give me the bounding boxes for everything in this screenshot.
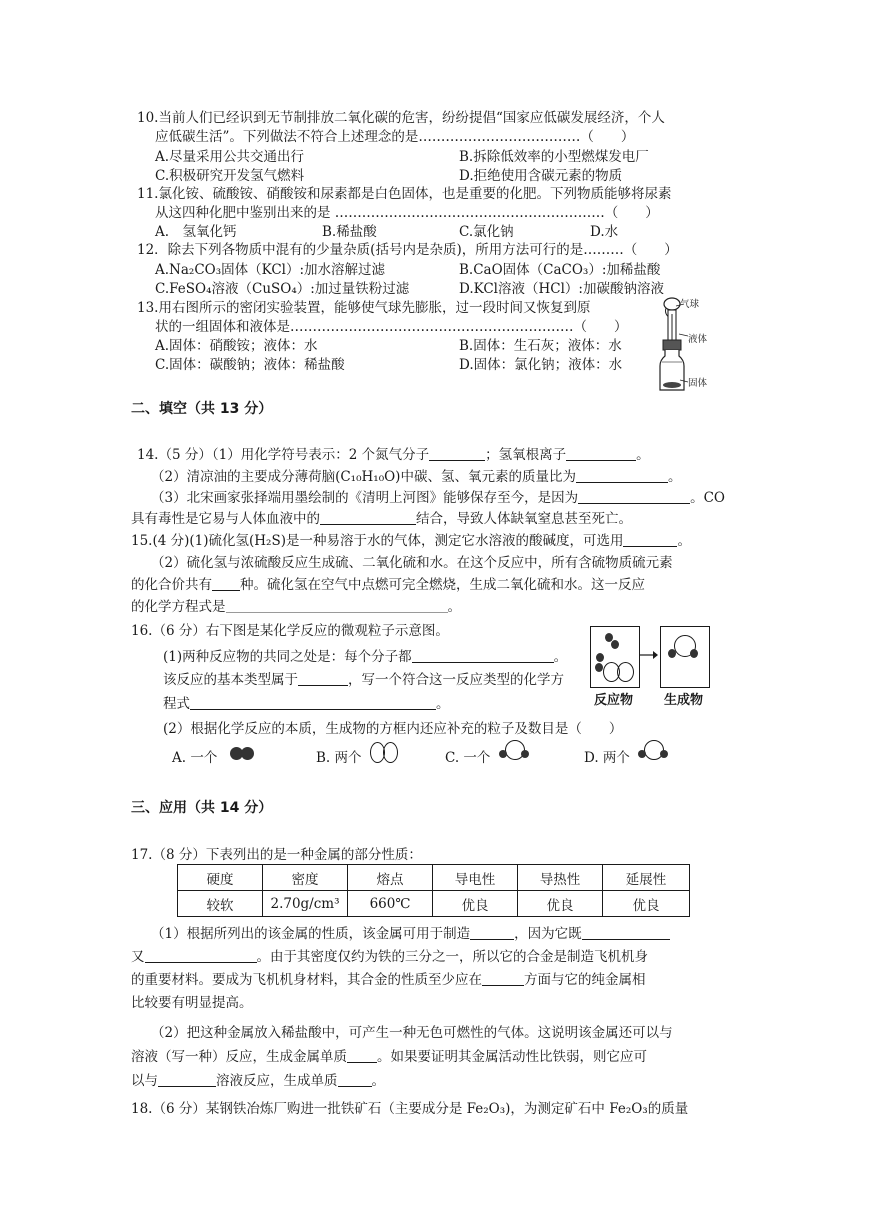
filled-atom-icon	[596, 653, 604, 662]
q10-option-c: C.积极研究开发氢气燃料	[155, 168, 305, 184]
q12-option-c: C.FeSO₄溶液（CuSO₄）:加过量铁粉过滤	[155, 281, 410, 297]
answer-blank[interactable]	[226, 598, 448, 613]
q11-option-c: C.氯化钠	[459, 224, 514, 240]
q16-stem: 16.（6 分）右下图是某化学反应的微观粒子示意图。	[131, 623, 449, 639]
q17-p1-text2: ，因为它既	[514, 926, 582, 942]
answer-blank[interactable]	[429, 446, 485, 461]
table-header-row	[178, 865, 690, 891]
liquid-label: 液体	[688, 334, 708, 345]
q15-l4-end: 。	[447, 599, 461, 615]
answer-blank[interactable]	[578, 489, 690, 504]
q13-stem-line2: 状的一组固体和液体是………………………………………………………（ ）	[155, 319, 628, 335]
answer-blank[interactable]	[212, 576, 240, 591]
q17-p3-text2: 方面与它的纯金属相	[524, 972, 646, 988]
q14-l3-text: （3）北宋画家张择端用墨绘制的《清明上河图》能够保存至今，是因为	[151, 490, 579, 506]
reactant-label: 反应物	[594, 693, 634, 708]
q17-p6	[131, 1045, 647, 1065]
q14-line4	[131, 507, 632, 527]
q14-l4-text: 具有毒性是它易与人体血液中的	[131, 511, 320, 527]
q12-option-b: B.CaO固体（CaCO₃）:加稀盐酸	[459, 262, 661, 278]
reaction-arrow-icon	[639, 650, 659, 660]
q15-line1	[131, 529, 691, 549]
q16-option-c-label: C. 一个	[445, 750, 491, 766]
q12-option-d: D.KCl溶液（HCl）:加碳酸钠溶液	[459, 281, 664, 297]
q14-l4-end: 结合，导致人体缺氧窒息甚至死亡。	[416, 511, 632, 527]
molecule-two-rings-icon	[370, 742, 400, 764]
section-2-heading: 二、填空（共 13 分）	[131, 401, 273, 417]
q12-stem: 12．除去下列各物质中混有的少量杂质(括号内是杂质)，所用方法可行的是………（ ）	[137, 242, 678, 258]
q16-line3	[163, 668, 564, 688]
table-cell: 优良	[433, 891, 518, 917]
table-header-cell: 熔点	[348, 865, 433, 891]
q17-p7-text: 以与	[131, 1073, 158, 1089]
balloon-label: 气球	[680, 299, 700, 310]
table-header-cell: 密度	[263, 865, 348, 891]
q17-p2-text: 又	[131, 949, 145, 965]
table-cell: 较软	[178, 891, 263, 917]
q13-option-c: C.固体：碳酸钠；液体：稀盐酸	[155, 357, 345, 373]
q15-l1-text: 15.(4 分)(1)硫化氢(H₂S)是一种易溶于水的气体，测定它水溶液的酸碱度，可选用	[131, 533, 624, 549]
q16-option-a	[172, 746, 217, 766]
q17-p1	[151, 922, 670, 942]
q10-option-a: A.尽量采用公共交通出行	[155, 149, 305, 165]
q13-stem-line1: 13.用右图所示的密闭实验装置，能够使气球先膨胀，过一段时间又恢复到原	[137, 300, 591, 316]
q10-stem-line1: 10.当前人们已经识到无节制排放二氧化碳的危害，纷纷提倡“国家应低碳发展经济，个人	[137, 110, 665, 126]
q16-option-a-label: A. 一个	[172, 750, 218, 766]
q15-line2: （2）硫化氢与浓硫酸反应生成硫、二氧化硫和水。在这个反应中，所有含硫物质硫元素	[151, 555, 673, 571]
q15-l3-text: 的化合价共有	[131, 577, 212, 593]
molecule-dot-ring-dot-icon	[636, 740, 672, 764]
q17-p3	[131, 968, 646, 988]
filled-atom-icon	[595, 663, 603, 672]
q11-option-b: B.稀盐酸	[322, 224, 377, 240]
table-cell: 2.70g/cm³	[263, 891, 348, 917]
answer-blank[interactable]	[482, 971, 524, 986]
ring-atom-icon	[383, 742, 398, 763]
section-3-heading: 三、应用（共 14 分）	[131, 800, 273, 816]
answer-blank[interactable]	[470, 925, 514, 940]
q17-p4: 比较要有明显提高。	[131, 995, 253, 1011]
filled-atom-icon	[660, 750, 668, 758]
answer-blank[interactable]	[338, 1072, 372, 1087]
product-label: 生成物	[664, 693, 704, 708]
q12-option-a: A.Na₂CO₃固体（KCl）:加水溶解过滤	[155, 262, 386, 278]
q10-option-d: D.拒绝使用含碳元素的物质	[459, 168, 623, 184]
q17-p6-text: 溶液（写一种）反应，生成金属单质	[131, 1049, 347, 1065]
solid-label: 固体	[688, 378, 708, 389]
q11-stem-line2: 从这四种化肥中鉴别出来的是 ……………………………………………………（ ）	[155, 205, 659, 221]
flask-apparatus-figure	[650, 294, 710, 392]
q14-l1-text: 14.（5 分）（1）用化学符号表示：2 个氮气分子	[137, 447, 430, 463]
q15-l3-text2: 种。硫化氢在空气中点燃可完全燃烧，生成二氧化硫和水。这一反应	[240, 577, 645, 593]
q14-l2-end: 。	[667, 469, 682, 485]
q13-option-b: B.固体：生石灰；液体：水	[459, 338, 622, 354]
answer-blank[interactable]	[576, 468, 668, 483]
q16-option-c	[445, 746, 490, 766]
q14-l1-end: 。	[636, 447, 650, 463]
q18-stem: 18.（6 分）某钢铁冶炼厂购进一批铁矿石（主要成分是 Fe₂O₃)，为测定矿石中 Fe₂O₃的质量	[131, 1101, 689, 1117]
q17-p1-text: （1）根据所列出的该金属的性质，该金属可用于制造	[151, 926, 471, 942]
filled-atom-icon	[241, 747, 254, 760]
q16-option-b	[316, 746, 362, 766]
q16-option-d	[584, 746, 630, 766]
answer-blank[interactable]	[412, 648, 554, 663]
filled-atom-icon	[690, 649, 698, 658]
table-header-cell: 导电性	[433, 865, 518, 891]
q16-option-d-label: D. 两个	[584, 750, 630, 766]
q15-l1-end: 。	[677, 533, 691, 549]
q17-p7-text2: 溶液反应，生成单质	[216, 1073, 338, 1089]
answer-blank[interactable]	[582, 925, 670, 940]
answer-blank[interactable]	[623, 532, 677, 547]
q11-option-d: D.水	[590, 224, 619, 240]
q16-l2-end: 。	[553, 649, 568, 665]
molecule-dot-ring-dot-icon	[497, 740, 533, 764]
q17-p3-text: 的重要材料。要成为飞机机身材料，其合金的性质至少应在	[131, 972, 482, 988]
q14-line3	[151, 486, 725, 506]
q14-l2-text: （2）清凉油的主要成分薄荷脑(C₁₀H₁₀O)中碳、氢、氧元素的质量比为	[151, 469, 576, 485]
q16-l3-text: 该反应的基本类型属于	[163, 672, 298, 688]
filled-atom-icon	[611, 640, 619, 649]
molecule-two-filled-icon	[230, 746, 256, 760]
table-header-cell: 延展性	[603, 865, 690, 891]
q16-l4-end: 。	[436, 696, 450, 712]
q17-p7-end: 。	[371, 1073, 385, 1089]
q16-l2-text: (1)两种反应物的共同之处是：每个分子都	[163, 649, 412, 665]
answer-blank[interactable]	[158, 1072, 216, 1087]
q15-line4	[131, 595, 461, 615]
answer-blank[interactable]	[347, 1048, 377, 1063]
q16-line2	[163, 645, 567, 665]
q16-option-b-label: B. 两个	[316, 750, 362, 766]
table-cell: 优良	[518, 891, 603, 917]
q17-stem: 17.（8 分）下表列出的是一种金属的部分性质：	[131, 847, 422, 863]
q14-l1-text2: ；氢氧根离子	[485, 447, 567, 463]
ring-atom-icon	[617, 662, 634, 682]
q17-p6-text2: 。如果要证明其金属活动性比铁弱，则它应可	[377, 1049, 647, 1065]
q14-line1	[137, 443, 650, 463]
table-cell: 优良	[603, 891, 690, 917]
table-header-cell: 导热性	[518, 865, 603, 891]
q16-l4-text: 程式	[163, 696, 190, 712]
table-cell: 660℃	[348, 891, 433, 917]
product-box	[660, 626, 710, 688]
q17-p2	[131, 945, 648, 965]
filled-atom-icon	[668, 649, 676, 658]
table-header-cell: 硬度	[178, 865, 263, 891]
filled-atom-icon	[638, 750, 646, 758]
q16-line5: (2）根据化学反应的本质，生成物的方框内还应补充的粒子及数目是（ ）	[163, 721, 623, 737]
q13-option-a: A.固体：硝酸铵；液体：水	[155, 338, 318, 354]
q10-stem-line2: 应低碳生活”。下列做法不符合上述理念的是………………………………（ ）	[155, 129, 635, 145]
answer-blank[interactable]	[190, 695, 436, 710]
filled-atom-icon	[521, 750, 529, 758]
q11-stem-line1: 11.氯化铵、硫酸铵、硝酸铵和尿素都是白色固体，也是重要的化肥。下列物质能够将尿素	[137, 186, 672, 202]
q16-l3-text2: ，写一个符合这一反应类型的化学方	[348, 672, 564, 688]
q17-p5: （2）把这种金属放入稀盐酸中，可产生一种无色可燃性的气体。这说明该金属还可以与	[151, 1025, 673, 1041]
q17-p7	[131, 1069, 385, 1089]
q17-p2-text2: 。由于其密度仅约为铁的三分之一，所以它的合金是制造飞机机身	[256, 949, 648, 965]
answer-blank[interactable]	[566, 446, 636, 461]
q14-line2	[151, 465, 681, 485]
q15-l4-text: 的化学方程式是	[131, 599, 226, 615]
answer-blank[interactable]	[320, 510, 416, 525]
filled-atom-icon	[499, 750, 507, 758]
reactant-box	[590, 626, 640, 688]
q15-line3	[131, 573, 645, 593]
q14-l3-end: 。CO	[690, 490, 725, 506]
q10-option-b: B.拆除低效率的小型燃煤发电厂	[459, 149, 649, 165]
table-row	[178, 891, 690, 917]
answer-blank[interactable]	[298, 671, 348, 686]
answer-blank[interactable]	[145, 948, 257, 963]
q16-line4	[163, 692, 450, 712]
q11-option-a: A. 氢氧化钙	[155, 224, 237, 240]
metal-properties-table	[177, 864, 690, 917]
q13-option-d: D.固体：氯化钠；液体：水	[459, 357, 623, 373]
